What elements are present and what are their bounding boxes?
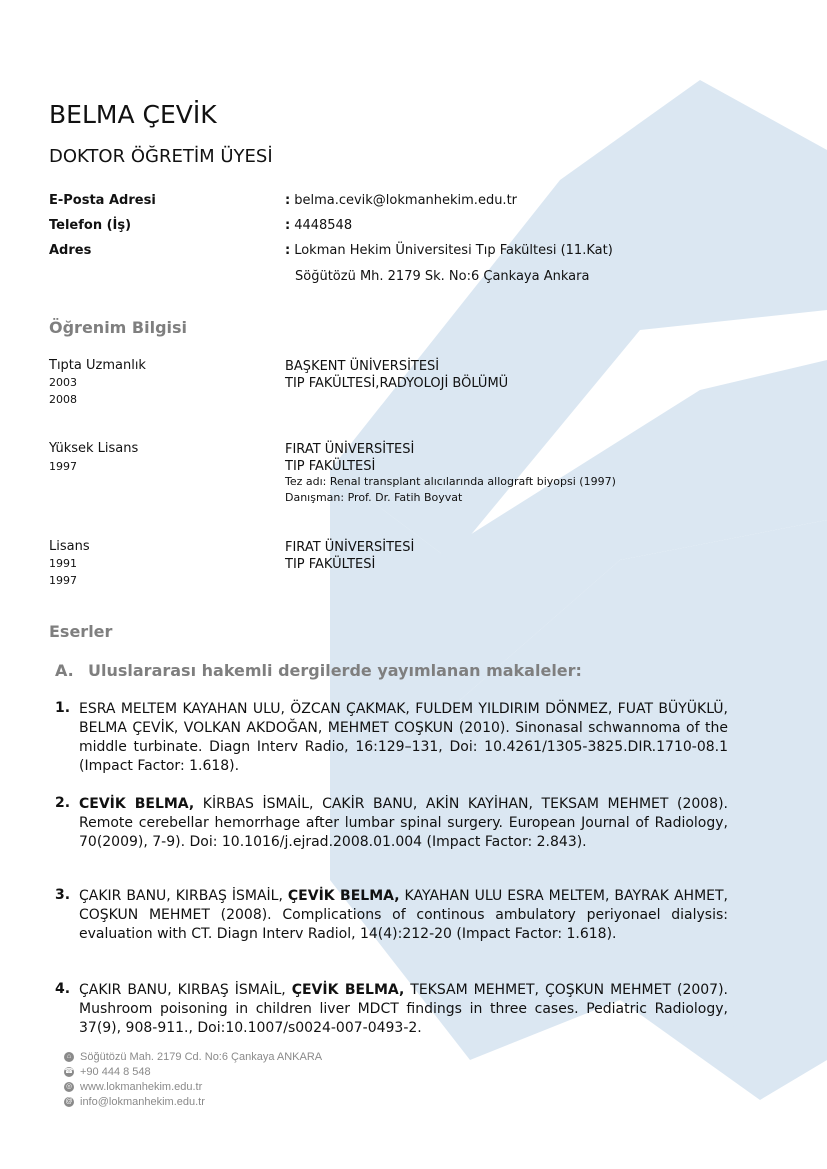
education-institution	[285, 539, 414, 573]
address-line-1: Lokman Hekim Üniversitesi Tıp Fakültesi (11.Kat)	[294, 243, 613, 258]
education-level: Tıpta Uzmanlık	[49, 358, 146, 373]
footer-phone-row	[64, 1064, 322, 1079]
publication-highlight-author: ÇEVİK BELMA,	[291, 982, 405, 998]
footer-address: Söğütözü Mah. 2179 Cd. No:6 Çankaya ANKARA	[80, 1050, 323, 1063]
institution-line: TIP FAKÜLTESİ	[285, 557, 376, 572]
email-icon: @	[65, 1097, 73, 1105]
publication-authors: ÇAKIR BANU, KIRBAŞ İSMAİL,	[79, 982, 292, 998]
page-footer	[64, 1049, 322, 1109]
thesis-title: Tez adı: Renal transplant alıcılarında allograft biyopsi (1997)	[285, 475, 616, 488]
institution-line: BAŞKENT ÜNİVERSİTESİ	[285, 359, 440, 374]
footer-email-row	[64, 1094, 322, 1109]
subsection-letter: A.	[55, 661, 74, 680]
education-years	[49, 556, 77, 589]
publication-item	[55, 700, 728, 776]
publication-number: 2.	[55, 795, 71, 811]
footer-web-row	[64, 1079, 322, 1094]
publication-number: 1.	[55, 700, 71, 716]
works-heading: Eserler	[49, 622, 113, 641]
email-value-row	[285, 193, 517, 208]
education-heading: Öğrenim Bilgisi	[49, 318, 188, 337]
publication-highlight-author: CEVİK BELMA,	[79, 796, 195, 812]
globe-icon: ◎	[65, 1082, 73, 1090]
colon: :	[285, 243, 291, 258]
institution-line: FIRAT ÜNİVERSİTESİ	[285, 540, 415, 555]
footer-address-row	[64, 1049, 322, 1064]
education-institution	[285, 441, 414, 475]
publication-body: KİRBAS İSMAİL, CAKİR BANU, AKİN KAYİHAN, TEKSAM MEHMET (2008). Remote cerebellar hemorrhage after lumbar spinal surgery. European Journal of Radiology, 70(2009), 7-9). Doi: 10.1016/j.ejrad.2008.01.004 (Impact Factor: 2.843).	[79, 796, 728, 850]
footer-website[interactable]: www.lokmanhekim.edu.tr	[80, 1080, 203, 1093]
publication-authors: ÇAKIR BANU, KIRBAŞ İSMAİL,	[79, 888, 288, 904]
publication-body: TEKSAM MEHMET, ÇOŞKUN MEHMET (2007). Mushroom poisoning in children liver MDCT findings in three cases. Pediatric Radiology, 37(9), 908-911., Doi:10.1007/s0024-007-0493-2.	[79, 982, 728, 1036]
publication-body: KAYAHAN ULU ESRA MELTEM, BAYRAK AHMET, COŞKUN MEHMET (2008). Complications of continous ambulatory periyonael dialysis: evaluation with CT. Diagn Interv Radiol, 14(4):212-20 (Impact Factor: 1.618).	[79, 888, 728, 942]
education-year: 2008	[49, 392, 77, 406]
institution-line: FIRAT ÜNİVERSİTESİ	[285, 442, 415, 457]
academic-title: DOKTOR ÖĞRETİM ÜYESİ	[49, 146, 273, 167]
publication-highlight-author: ÇEVİK BELMA,	[287, 888, 400, 904]
publication-item	[55, 981, 728, 1038]
phone-label: Telefon (İş)	[49, 218, 132, 233]
publication-text	[79, 887, 728, 944]
thesis-notes	[285, 474, 616, 506]
publication-body: ESRA MELTEM KAYAHAN ULU, ÖZCAN ÇAKMAK, FULDEM YILDIRIM DÖNMEZ, FUAT BÜYÜKLÜ, BELMA ÇEVİK, VOLKAN AKDOĞAN, MEHMET COŞKUN (2010). Sinonasal schwannoma of the middle turbinate. Diagn Interv Radio, 16:129–131, Doi: 10.4261/1305-3825.DIR.1710-08.1 (Impact Factor: 1.618).	[79, 701, 728, 774]
education-year: 2003	[49, 376, 77, 389]
education-level: Yüksek Lisans	[49, 441, 139, 456]
publication-text	[79, 795, 728, 852]
education-year: 1997	[49, 573, 77, 587]
institution-line: TIP FAKÜLTESİ	[285, 459, 376, 474]
colon: :	[285, 193, 291, 208]
publication-number: 4.	[55, 981, 71, 997]
email-label: E-Posta Adresi	[49, 193, 156, 208]
education-years	[49, 459, 77, 476]
person-name: BELMA ÇEVİK	[49, 100, 217, 129]
phone-value: 4448548	[294, 218, 353, 233]
phone-value-row	[285, 218, 352, 233]
publication-item	[55, 887, 728, 944]
colon: :	[285, 218, 291, 233]
publication-text	[79, 981, 728, 1038]
education-years	[49, 375, 77, 408]
subsection-title: Uluslararası hakemli dergilerde yayımlanan makaleler:	[88, 661, 582, 680]
address-line-2: Söğütözü Mh. 2179 Sk. No:6 Çankaya Ankara	[295, 269, 590, 284]
education-institution	[285, 358, 508, 392]
thesis-advisor: Danışman: Prof. Dr. Fatih Boyvat	[285, 491, 463, 504]
publication-item	[55, 795, 728, 852]
institution-line: TIP FAKÜLTESİ,RADYOLOJİ BÖLÜMÜ	[285, 376, 509, 391]
address-value-row	[285, 243, 613, 258]
publication-number: 3.	[55, 887, 71, 903]
phone-icon: ☎	[64, 1067, 74, 1075]
email-value: belma.cevik@lokmanhekim.edu.tr	[294, 193, 518, 208]
publication-text	[79, 700, 728, 776]
education-year: 1997	[49, 460, 77, 473]
subsection-heading	[55, 661, 582, 680]
address-label: Adres	[49, 243, 92, 258]
education-level: Lisans	[49, 539, 90, 554]
home-icon: ⌂	[64, 1052, 74, 1062]
education-year: 1991	[49, 557, 77, 570]
footer-email[interactable]: info@lokmanhekim.edu.tr	[80, 1095, 205, 1108]
footer-phone: +90 444 8 548	[80, 1065, 151, 1078]
